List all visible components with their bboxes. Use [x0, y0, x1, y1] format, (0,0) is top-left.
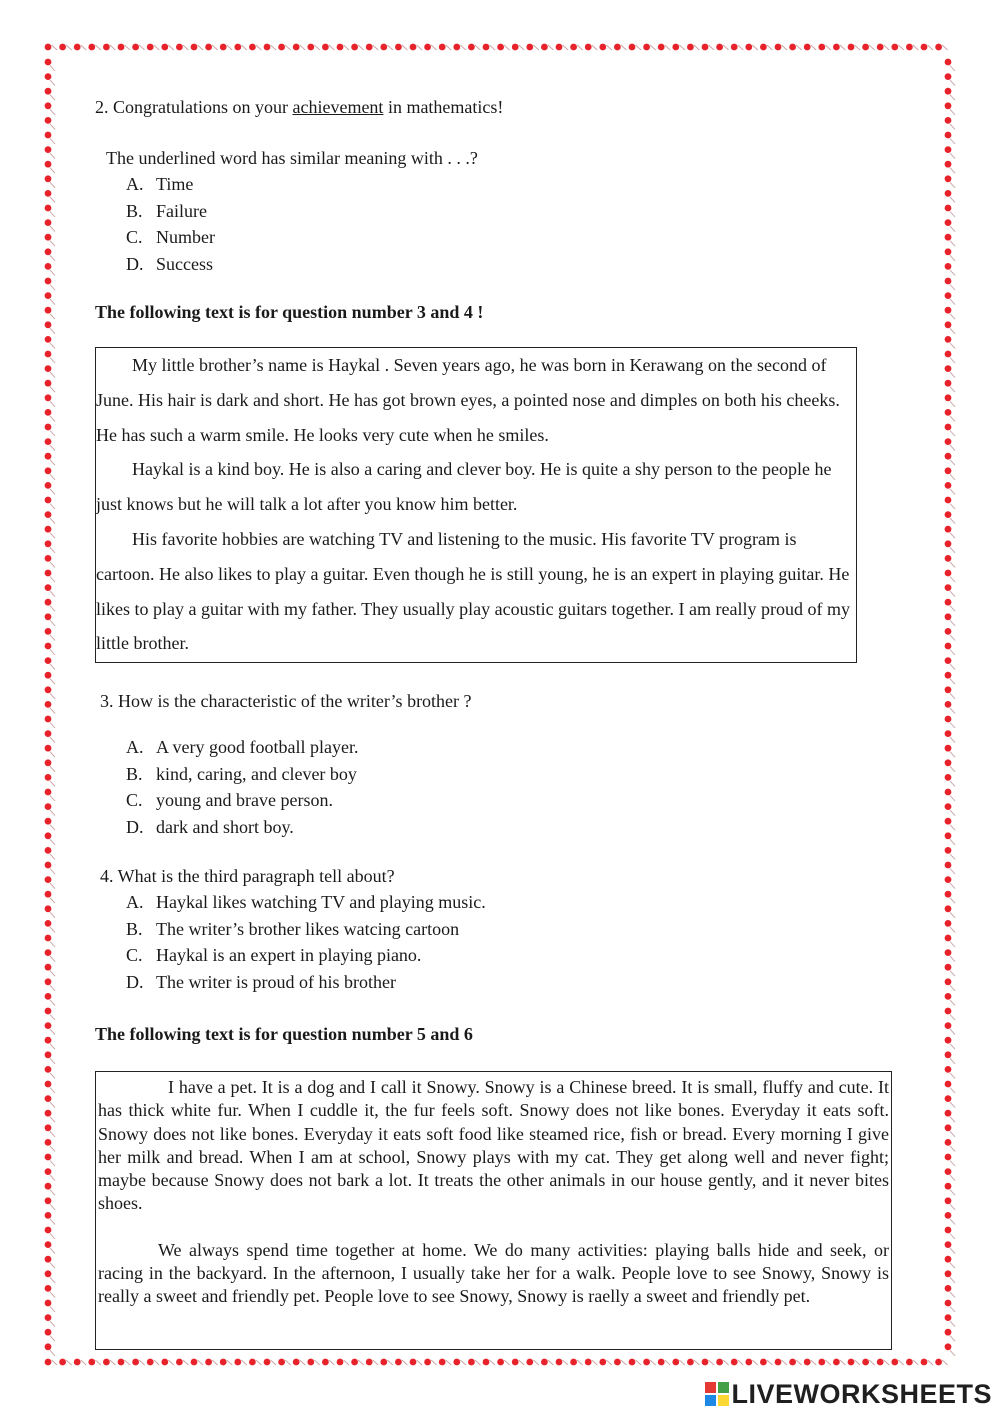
- question-4-options: [126, 889, 486, 995]
- option-d[interactable]: D. Success: [126, 253, 213, 274]
- option-b[interactable]: B. The writer’s brother likes watcing cartoon: [126, 918, 460, 939]
- question-2-options: [126, 171, 215, 277]
- option-c[interactable]: C. Haykal is an expert in playing piano.: [126, 945, 422, 965]
- option-c[interactable]: C. young and brave person.: [126, 790, 333, 810]
- option-d[interactable]: D. The writer is proud of his brother: [126, 971, 396, 992]
- liveworksheets-logo: [703, 1378, 992, 1410]
- option-a[interactable]: A. Haykal likes watching TV and playing music.: [126, 892, 486, 912]
- underlined-word: achievement: [292, 97, 384, 117]
- option-b[interactable]: B. Failure: [126, 200, 207, 221]
- liveworksheets-logo-icon: [703, 1380, 731, 1408]
- question-2-suffix: in mathematics!: [383, 97, 504, 117]
- section-heading-q3-q4: The following text is for question number 3 and 4 !: [95, 302, 484, 322]
- question-2-number: 2: [95, 97, 104, 117]
- paragraph-2: We always spend time together at home. We do many activities: playing balls hide and seek, or racing in the backyard. In the afternoon, I usually take her for a walk. People love to see Snowy, Snowy is really a sweet and friendly pet. People love to see Snowy, Snowy is raelly a sweet and friendly pet.: [98, 1239, 889, 1307]
- reading-text-box-2: [95, 1071, 892, 1350]
- section-heading-q5-q6: The following text is for question number 5 and 6: [95, 1024, 473, 1044]
- paragraph-1: I have a pet. It is a dog and I call it Snowy. Snowy is a Chinese breed. It is small, fluffy and cute. It has thick white fur. When I cuddle it, the fur feels soft. Snowy does not like bones. Everyday it eats soft. Snowy does not like bones. Everyday it eats soft food like steamed rice, fish or bread. Every morning I give her milk and bread. When I am at school, Snowy plays with my cat. They get along well and never fight; maybe because Snowy does not bark a lot. It treats the other animals in our house gently, and it never bites shoes.: [98, 1077, 889, 1214]
- option-a[interactable]: A. A very good football player.: [126, 737, 359, 757]
- question-3-options: [126, 734, 358, 840]
- question-3-prompt: 3. How is the characteristic of the writer’s brother ?: [100, 691, 472, 711]
- paragraph-1: My little brother’s name is Haykal . Seven years ago, he was born in Kerawang on the second of June. His hair is dark and short. He has got brown eyes, a pointed nose and dimples on both his cheeks. He has such a warm smile. He looks very cute when he smiles.: [96, 355, 840, 445]
- question-2-statement: [95, 96, 503, 118]
- question-2-prefix: . Congratulations on your: [104, 97, 293, 117]
- reading-text-box-1: [95, 347, 857, 663]
- question-4-prompt: 4. What is the third paragraph tell about?: [100, 866, 395, 886]
- paragraph-2: Haykal is a kind boy. He is also a caring and clever boy. He is quite a shy person to the people he just knows but he will talk a lot after you know him better.: [96, 459, 832, 515]
- question-2-prompt: The underlined word has similar meaning with . . .?: [106, 148, 478, 168]
- option-b[interactable]: B. kind, caring, and clever boy: [126, 763, 357, 784]
- option-d[interactable]: D. dark and short boy.: [126, 816, 294, 837]
- option-a[interactable]: A. Time: [126, 174, 194, 194]
- liveworksheets-logo-text: LIVEWORKSHEETS: [731, 1378, 992, 1409]
- option-c[interactable]: C. Number: [126, 227, 215, 247]
- paragraph-3: His favorite hobbies are watching TV and listening to the music. His favorite TV program is cartoon. He also likes to play a guitar. Even though he is still young, he is an expert in playing guitar. He likes to play a guitar with my father. They usually play acoustic guitars together. I am really proud of my little brother.: [96, 528, 850, 654]
